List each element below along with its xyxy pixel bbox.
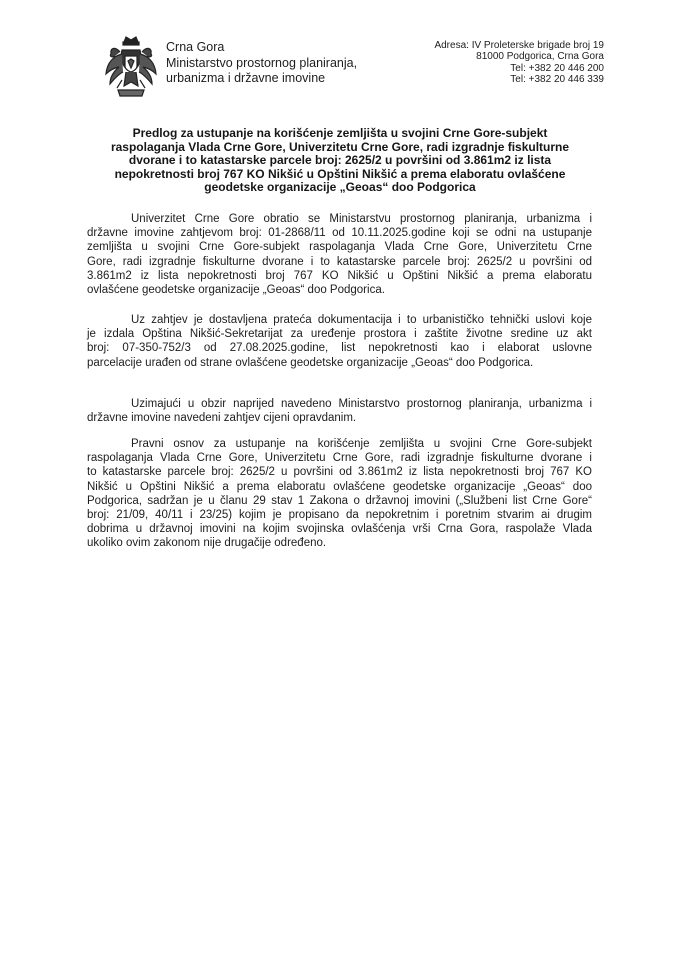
paragraph-line: 3.861m2 iz lista nepokretnosti broj 767 KO Nikšić u Opštini Nikšić a prema elaboratu: [87, 269, 592, 282]
document-title: [100, 127, 580, 195]
paragraph-line: ukoliko ovim zakonom nije drugačije određeno.: [87, 537, 327, 550]
title-line: Predlog za ustupanje na korišćenje zemljišta u svojini Crne Gore-subjekt: [132, 126, 548, 140]
phone-line: Tel: +382 20 446 200: [510, 62, 604, 74]
paragraph-line: Uz zahtjev je dostavljena prateća dokumentacija i to urbanističko tehnički uslovi koje: [131, 314, 592, 326]
paragraph-line: Gore, radi izgradnje fiskulturne dvorane i to katastarske parcele broj: 2625/2 u površini od: [87, 255, 592, 268]
paragraph-line: je izdala Opština Nikšić-Sekretarijat za uređenje prostora i zaštite životne sredine uz akt: [87, 328, 592, 341]
paragraph-line: državne imovine navedeni zahtjev cijeni opravdanim.: [87, 412, 357, 425]
title-line: dvorane i to katastarske parcele broj: 2625/2 u površini od 3.861m2 iz lista: [128, 153, 552, 168]
address-line: 81000 Podgorica, Crna Gora: [476, 51, 604, 63]
paragraph-line: to katastarske parcele broj: 2625/2 u površini od 3.861m2 iz lista nepokretnosti broj 767 KO: [87, 466, 592, 479]
address-line: Adresa: IV Proleterske brigade broj 19: [434, 40, 604, 51]
paragraph-line: ovlašćene geodetske organizacije „Geoas“ doo Podgorica.: [87, 284, 385, 297]
paragraph-line: dobrima u državnoj imovini na kojim svojinska ovlašćenja vrši Crna Gora, raspolaže Vlada: [87, 523, 592, 536]
montenegro-coat-of-arms-icon: [104, 34, 158, 100]
paragraph-line: zemljišta u svojini Crne Gore-subjekt raspolaganja Vlada Crne Gore, Univerzitetu Crne: [87, 241, 592, 254]
paragraph-line: Podgorica, sadržan je u članu 29 stav 1 Zakona o državnoj imovini („Službeni list Crne Gore“: [87, 494, 592, 507]
address-block: [434, 40, 604, 86]
paragraph-line: državne imovine zahtjevom broj: 01-2868/11 od 10.11.2025.godine koji se odni na ustupanje: [87, 227, 592, 240]
ministry-line: Ministarstvo prostornog planiranja,: [166, 55, 358, 70]
title-line: raspolaganja Vlada Crne Gore, Univerzitetu Crne Gore, radi izgradnje fiskulturne: [110, 139, 570, 154]
ministry-line: urbanizma i državne imovine: [166, 71, 326, 85]
title-line: nepokretnosti broj 767 KO Nikšić u Opštini Nikšić a prema elaboratu ovlašćene: [114, 166, 566, 181]
paragraph-request: [87, 212, 592, 297]
paragraph-legal-basis: [87, 437, 592, 551]
paragraph-line: parcelacije urađen od strane ovlašćene geodetske organizacije „Geoas“ doo Podgorica.: [87, 356, 534, 369]
phone-line: Tel: +382 20 446 339: [510, 74, 604, 86]
paragraph-assessment: [87, 397, 592, 425]
paragraph-line: broj: 07-350-752/3 od 27.08.2025.godine, list nepokretnosti kao i elaborat uslovne: [87, 342, 592, 355]
paragraph-line: Pravni osnov za ustupanje na korišćenje zemljišta u svojini Crne Gore-subjekt: [131, 438, 592, 450]
paragraph-line: Nikšić u Opštini Nikšić a prema elaboratu ovlašćene geodetske organizacije „Geoas“ doo: [87, 480, 592, 493]
ministry-line: Crna Gora: [166, 40, 225, 54]
paragraph-line: broj: 21/09, 40/11 i 23/25) kojim je propisano da nepokretnim i poretnim stvarim ai drugim: [87, 509, 592, 522]
paragraph-line: Univerzitet Crne Gore obratio se Ministarstvu prostornog planiranja, urbanizma i: [131, 213, 592, 225]
paragraph-line: Uzimajući u obzir naprijed navedeno Ministarstvo prostornog planiranja, urbanizma i: [131, 398, 592, 410]
title-line: geodetske organizacije „Geoas“ doo Podgorica: [204, 180, 476, 195]
paragraph-line: raspolaganja Vlada Crne Gore, Univerzitetu Crne Gore, radi izgradnje fiskulturne dvorane i: [87, 452, 592, 465]
ministry-name: [166, 40, 357, 87]
paragraph-documentation: [87, 313, 592, 370]
